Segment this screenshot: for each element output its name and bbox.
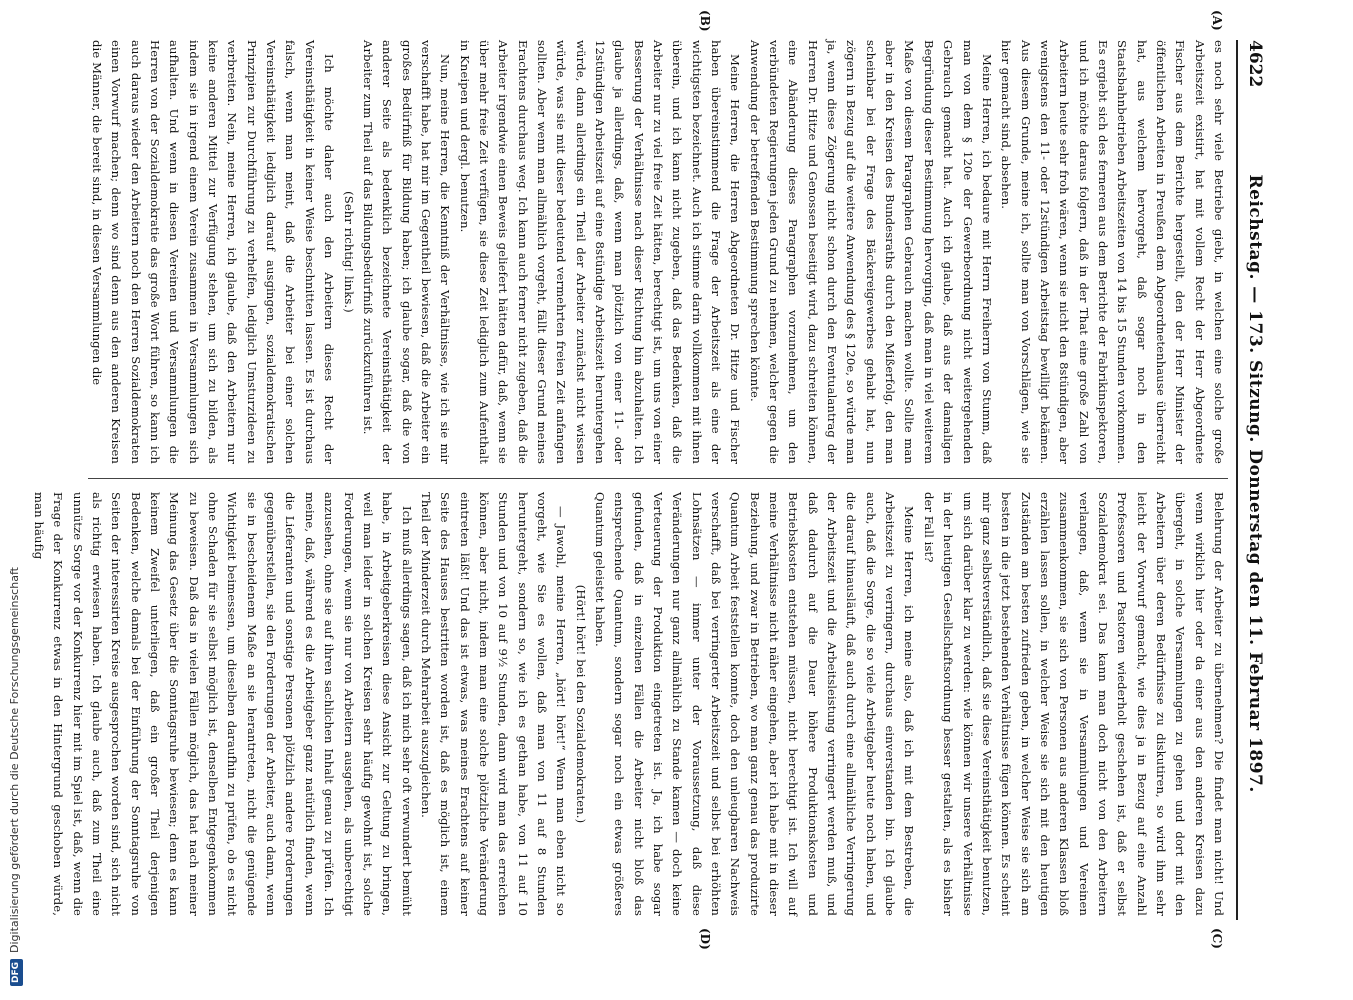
interjection: (Hört! hört! bei den Sozialdemokraten.): [573, 584, 588, 824]
credit-text: Digitalisierung gefördert durch die Deutsche Forschungsgemeinschaft: [8, 567, 21, 953]
margin-marker-d: (D): [698, 928, 712, 950]
column-divider: [88, 478, 1228, 479]
paragraph: Meine Herren, ich bedaure mit Herrn Freiherrn von Stumm, daß man von dem § 120e der Gewerbeordnung nicht weitergehenden Gebrauch gemacht hat. Auch ich glaube, daß aus der damaligen Begründung dieser Bestimmung hervorging, daß man in viel weiterem Maße von diesem Paragraphen Gebrauch machen wollte. Sollte man aber in den Kreisen des Bundesraths durch den Mißerfolg, den man scheinbar bei der Frage des Bäckereigewerbes gehabt hat, nun zögern in Bezug auf die weitere Anwendung des § 120e, so würde man ja, wenn diese Zögerung nicht schon durch den Eventualantrag der Herren Dr. Hitze und Genossen beseitigt wird, dazu schreiten können, eine Abänderung dieses Paragraphen vorzunehmen, um den verbündeten Regierungen jeden Grund zu nehmen, welcher gegen die Anwendung der betreffenden Bestimmung sprechen könnte.: [747, 40, 994, 464]
rotated-page-content: [32, 10, 1272, 950]
paragraph: Meine Herren, ich meine also, daß ich mit dem Bestreben, die Arbeitszeit zu verringern, durchaus einverstanden bin. Ich glaube auch, daß die Sorge, die so viele Arbeitgeber heute noch haben, und die darauf hinausläuft, daß auch durch eine allmähliche Verringerung der Arbeitszeit und die Arbeitsleistung verringert werden muß, und daß dadurch auf die Dauer höhere Produktionskosten und Betriebskosten entstehen müssen, nicht berechtigt ist. Ich will auf meine Verhältnisse nicht näher eingehen, aber ich habe mit in dieser Beziehung, und zwar in Betrieben, wo man ganz genau das produzirte Quantum Arbeit feststellen konnte, doch den unleugbaren Nachweis verschafft, daß bei verringerter Arbeitszeit und selbst bei erhöhten Lohnsätzen — immer unter der Voraussetzung, daß diese Veränderungen nur ganz allmählich zu Stande kamen — doch keine Verteuerung der Produktion eingetreten ist. Ja, ich habe sogar gefunden, daß in einzelnen Fällen die Arbeiter nicht bloß das entsprechende Quantum, sondern sogar noch ein etwas größeres Quantum geleistet haben.: [593, 492, 917, 916]
page-number: 4622: [1245, 40, 1265, 88]
paragraph: Ich möchte daher auch den Arbeitern dieses Recht der Vereinsthätigkeit in keiner Weise beschnitten lassen. Es ist durchaus falsch, wenn man meint, daß die Arbeiter bei einer solchen Vereinsthätigkeit lediglich darauf ausgingen, sozialdemokratischen Prinzipien zur Durchführung zu verhelfen, lediglich Umsturzideen zu verbreiten. Nein, meine Herren, ich glaube, daß den Arbeitern nur keine anderen Mittel zur Verfügung stehen, um sich zu bilden, als indem sie in irgend einem Verein zusammen in Versammlungen sich aufhalten. Und wenn in diesen Vereinen und Versammlungen die Herren von der Sozialdemokratie das große Wort führen, so kann ich auch daraus wieder den Arbeitern noch den Herren Sozialdemokraten einen Vorwurf machen; denn wo sind denn aus den anderen Kreisen die Männer, die bereit sind, in diesen Versammlungen die: [90, 40, 337, 464]
digitization-sidebar: [6, 0, 24, 1000]
margin-marker-a: (A): [1210, 10, 1224, 31]
paragraph: Meine Herren, die Herren Abgeordneten Dr. Hitze und Fischer haben übereinstimmend die Frage der Arbeitszeit als eine der wichtigsten bezeichnet. Auch ich stimme darin vollkommen mit ihnen überein, und ich kann nicht zugeben, daß das Bedenken, daß die Arbeiter nur zu viel freie Zeit hätten, berechtigt ist, um uns von einer Besserung der Verhältnisse nach dieser Richtung hin abzuhalten. Ich glaube ja allerdings, daß, wenn man plötzlich von einer 11- oder 12stündigen Arbeitszeit auf eine 8stündige Arbeitszeit heruntergehen würde, dann allerdings ein Theil der Arbeiter zunächst nicht wissen würde, was sie mit dieser bedeutend vermehrten freien Zeit anfangen sollten. Aber wenn man allmählich vorgeht, fällt dieser Grund meines Erachtens durchaus weg. Ich kann auch ferner nicht zugeben, daß die Arbeiter irgendwie einen Beweis geliefert hätten dafür, daß, wenn sie über mehr freie Zeit verfügen, sie diese Zeit lediglich zum Aufenthalt in Kneipen und dergl. benutzen.: [457, 40, 743, 464]
margin-marker-b: (B): [698, 10, 712, 32]
dfg-logo: DFG: [10, 959, 23, 986]
paragraph: Belehrung der Arbeiter zu übernehmen? Die findet man nicht! Und wenn wirklich hier oder da einer aus den anderen Kreisen dazu übergeht, in solche Versammlungen zu gehen und dort mit den Arbeitern über deren Bedürfnisse zu diskutiren, so wird ihm sehr leicht der Vorwurf gemacht, wie dies ja in Bezug auf eine Anzahl Professoren und Pastoren wiederholt geschehen ist, daß er selbst Sozialdemokrat sei. Das kann man doch nicht von den Arbeitern verlangen, daß, wenn sie in Versammlungen und Vereinen zusammenkommen, sie sich von Personen aus anderen Klassen bloß erzählen lassen sollen, in welcher Weise sie sich mit den heutigen Zuständen am besten zufrieden geben, in welcher Weise sie sich am besten in die jetzt bestehenden Verhältnisse fügen können. Es scheint mir ganz selbstverständlich, daß sie diese Vereinsthätigkeit benutzen, um sich darüber klar zu werden: wie können wir unsere Verhältnisse in der heutigen Gesellschaftsordnung besser gestalten, als es bisher der Fall ist?: [921, 492, 1226, 916]
paragraph: Nun, meine Herren, die Kenntniß der Verhältnisse, wie ich sie mir verschafft habe, hat mir im Gegentheil bewiesen, daß die Arbeiter ein großes Bedürfniß für Bildung haben; ich glaube sogar, daß die von anderer Seite als bedenklich bezeichnete Vereinsthätigkeit der Arbeiter zum Theil auf das Bildungsbedürfniß zurückzuführen ist.: [360, 40, 453, 464]
interjection: (Sehr richtig! links.): [341, 191, 356, 313]
paragraph: es noch sehr viele Betriebe giebt, in welchen eine solche große Arbeitszeit existirt, hat mit vollem Recht der Herr Abgeordnete Fischer aus dem Berichte hergestellt, den der Herr Minister der öffentlichen Arbeiten in Preußen dem Abgeordnetenhause überreicht hat, aus welchem hervorgeht, daß sogar noch in den Staatsbahnbetrieben Arbeitszeiten von 14 bis 15 Stunden vorkommen. Es ergiebt sich des ferneren aus dem Berichte der Fabrikinspektoren, und ich möchte daraus folgern, daß in der That eine große Zahl von Arbeitern heute sehr froh wären, wenn sie nicht den 8stündigen, aber wenigstens den 11- oder 12stündigen Arbeitstag bewilligt bekämen. Aus diesem Grunde, meine ich, sollte man von Vorschlägen, wie sie hier gemacht sind, absehen.: [999, 40, 1226, 464]
paragraph: — Jawohl, meine Herren, „hört! hört!“ Wenn man eben nicht so vorgeht, wie Sie es wollen, daß man von 11 auf 8 Stunden heruntergeht, sondern so, wie ich es gethan habe, von 11 auf 10 Stunden und von 10 auf 9½ Stunden, dann wird man das erreichen können, aber nicht, indem man eine solche plötzliche Veränderung eintreten läßt! Und das ist etwas, was meines Erachtens auf keiner Seite des Hauses bestritten worden ist, daß es möglich ist, einem Theil der Minderzeit durch Mehrarbeit auszugleichen.: [418, 492, 569, 916]
digitization-credit: [6, 0, 24, 1000]
left-column: [88, 40, 1228, 464]
right-column: [32, 492, 1228, 916]
header-title: Reichstag. — 173. Sitzung. Donnerstag den 11. Februar 1897.: [1245, 174, 1265, 793]
margin-marker-c: (C): [1210, 928, 1224, 949]
paragraph: Ich muß allerdings sagen, daß ich mich sehr oft verwundert bemüht habe, in Arbeitgeberkreisen diese Ansicht zur Geltung zu bringen, weil man leider in solchen Kreisen sehr häufig gewohnt ist, solche Forderungen, wenn sie nur von Arbeitern ausgehen, als unberechtigt anzusehen, ohne sie auf ihren sachlichen Inhalt genau zu prüfen. Ich meine, daß, während es die Arbeitgeber ganz natürlich finden, wenn die Lieferanten und sonstige Personen plötzlich andere Forderungen gegenüberstellen, sie den Forderungen der Arbeiter, auch dann, wenn sie in bescheidenem Maße an sie herantreten, nicht die genügende Wichtigkeit beimessen, um dieselben daraufhin zu prüfen, ob es nicht ohne Schaden für sie selbst möglich ist, denselben Entgegenkommen zu beweisen. Daß das in vielen Fällen möglich, das hat nach meiner Meinung das Gesetz über die Sonntagsruhe bewiesen; denn es kann keinem Zweifel unterliegen, daß ein großer Theil derjenigen Bedenken, welche damals bei der Einführung der Sonntagsruhe von Seiten der interessirten Kreise ausgesprochen worden sind, sich nicht als richtig erwiesen haben. Ich glaube auch, daß zum Theil eine unnütze Sorge vor der Konkurrenz hier mit im Spiel ist, daß, wenn die Frage der Konkurrenz etwas in den Hintergrund geschoben würde, man häufig: [32, 492, 414, 916]
page-header: [1236, 40, 1272, 920]
